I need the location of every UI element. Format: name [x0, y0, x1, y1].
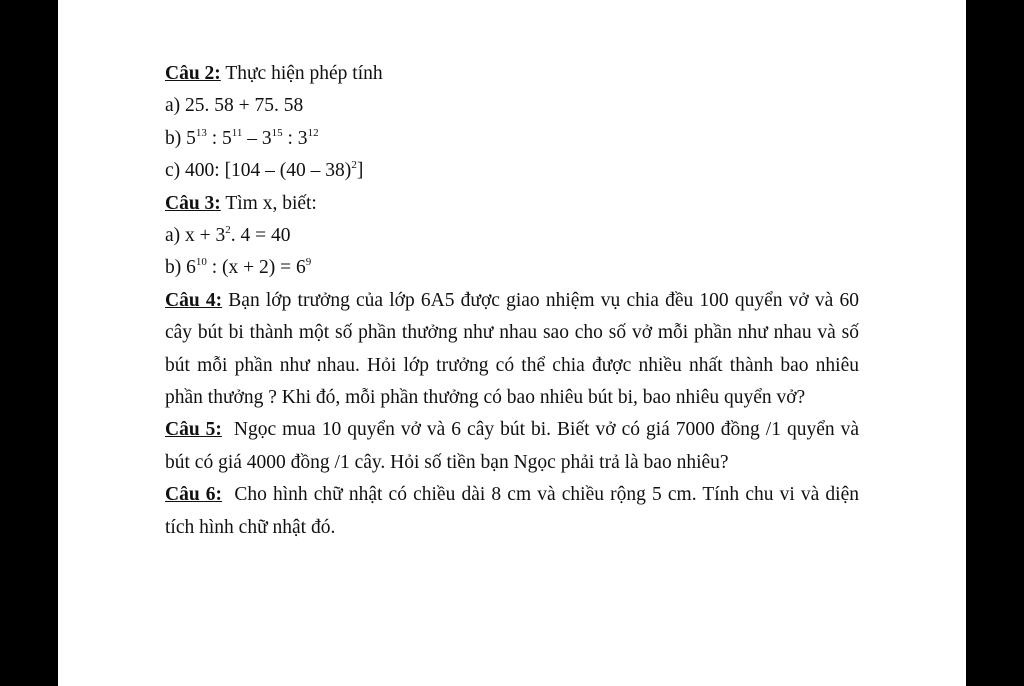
expr-text: b) 5 [165, 127, 196, 149]
exponent: 11 [231, 126, 243, 139]
question-label: Câu 4: [165, 289, 223, 311]
question-text: Bạn lớp trưởng của lớp 6A5 được giao nhiệm vụ chia đều 100 quyển vở và 60 cây bút bi thành một số phần thưởng như nhau sao cho số vở mỗi phần như nhau và số bút mỗi phần như nhau. Hỏi lớp trưởng có thể chia được nhiều nhất thành bao nhiêu phần thưởng ? Khi đó, mỗi phần thưởng có bao nhiêu bút bi, bao nhiêu quyển vở? [165, 289, 859, 409]
exponent: 13 [195, 126, 207, 139]
expr-text: – 3 [242, 127, 272, 149]
expr-text: ] [356, 160, 364, 182]
exponent: 2 [351, 159, 357, 172]
question-5 [165, 414, 864, 479]
document-content [165, 58, 864, 544]
question-label: Câu 3: [165, 192, 221, 214]
exponent: 15 [271, 126, 283, 139]
question-2-part-b [165, 123, 859, 155]
question-text: Thực hiện phép tính [220, 63, 383, 84]
question-2-part-a: a) 25. 58 + 75. 58 [165, 95, 304, 117]
expr-text: . 4 = 40 [230, 225, 291, 247]
question-4 [165, 285, 859, 415]
question-label: Câu 2: [165, 63, 221, 84]
exponent: 10 [195, 256, 207, 269]
question-label: Câu 5: [165, 419, 222, 441]
question-3-heading [165, 188, 859, 220]
expr-text: a) x + 3 [165, 225, 226, 247]
question-2-part-c [165, 155, 859, 187]
question-2-heading [165, 58, 859, 90]
expr-text: b) 6 [165, 257, 196, 279]
document-page [58, 0, 966, 686]
expr-text: : 5 [206, 127, 232, 149]
question-3-part-a [165, 220, 859, 252]
question-6 [165, 479, 864, 544]
exponent: 2 [225, 224, 231, 237]
question-3-part-b [165, 252, 859, 284]
question-label: Câu 6: [165, 484, 223, 506]
exponent: 12 [307, 126, 319, 139]
exponent: 9 [305, 256, 312, 269]
question-text: Ngọc mua 10 quyển vở và 6 cây bút bi. Biết vở có giá 7000 đồng /1 quyển và bút có giá 4000 đồng /1 cây. Hỏi số tiền bạn Ngọc phải trả là bao nhiêu? [165, 419, 864, 473]
question-text: Tìm x, biết: [220, 192, 317, 214]
expr-text: c) 400: [104 – (40 – 38) [165, 160, 352, 182]
expr-text: : 3 [282, 127, 308, 149]
question-text: Cho hình chữ nhật có chiều dài 8 cm và chiều rộng 5 cm. Tính chu vi và diện tích hình chữ nhật đó. [165, 484, 864, 538]
expr-text: : (x + 2) = 6 [206, 257, 306, 279]
